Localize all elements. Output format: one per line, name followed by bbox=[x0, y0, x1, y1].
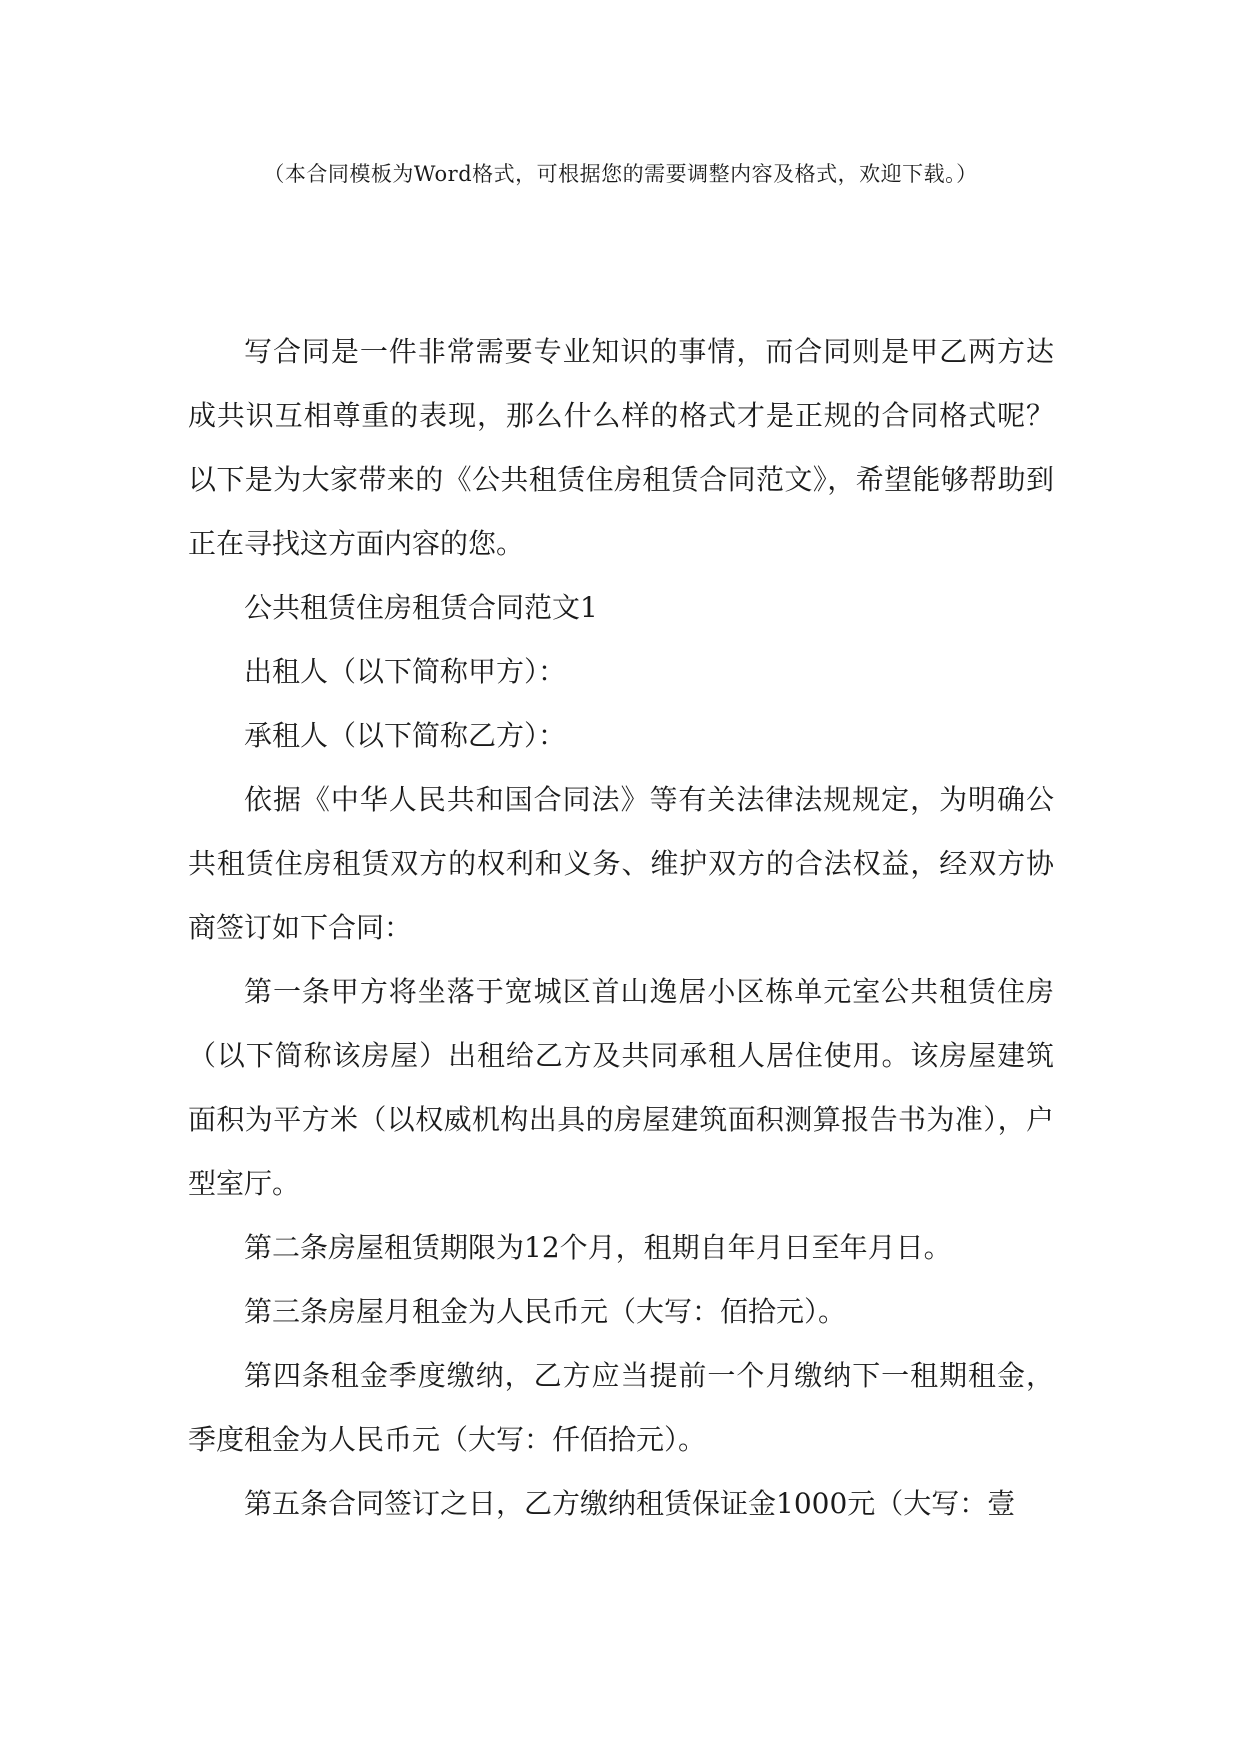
article-5: 第五条合同签订之日，乙方缴纳租赁保证金1000元（大写：壹 bbox=[244, 1487, 1016, 1520]
article-4: 第四条租金季度缴纳，乙方应当提前一个月缴纳下一租期租金，季度租金为人民币元（大写：仟佰拾元）。 bbox=[188, 1359, 1054, 1456]
intro-paragraph: 写合同是一件非常需要专业知识的事情，而合同则是甲乙两方达成共识互相尊重的表现，那么什么样的格式才是正规的合同格式呢？以下是为大家带来的《公共租赁住房租赁合同范文》，希望能够帮助到正在寻找这方面内容的您。 bbox=[188, 335, 1054, 560]
article-2: 第二条房屋租赁期限为12个月，租期自年月日至年月日。 bbox=[244, 1231, 952, 1264]
lessee-line: 承租人（以下简称乙方）： bbox=[244, 719, 567, 752]
template-notice: （本合同模板为Word格式，可根据您的需要调整内容及格式，欢迎下载。） bbox=[263, 162, 978, 186]
contract-body bbox=[188, 320, 1054, 1536]
lessor-line: 出租人（以下简称甲方）： bbox=[244, 655, 567, 688]
contract-title: 公共租赁住房租赁合同范文1 bbox=[244, 591, 598, 624]
legal-basis-paragraph: 依据《中华人民共和国合同法》等有关法律法规规定，为明确公共租赁住房租赁双方的权利和义务、维护双方的合法权益，经双方协商签订如下合同： bbox=[188, 783, 1054, 944]
article-3: 第三条房屋月租金为人民币元（大写：佰拾元）。 bbox=[244, 1295, 847, 1328]
article-1: 第一条甲方将坐落于宽城区首山逸居小区栋单元室公共租赁住房（以下简称该房屋）出租给乙方及共同承租人居住使用。该房屋建筑面积为平方米（以权威机构出具的房屋建筑面积测算报告书为准），户型室厅。 bbox=[188, 975, 1054, 1200]
